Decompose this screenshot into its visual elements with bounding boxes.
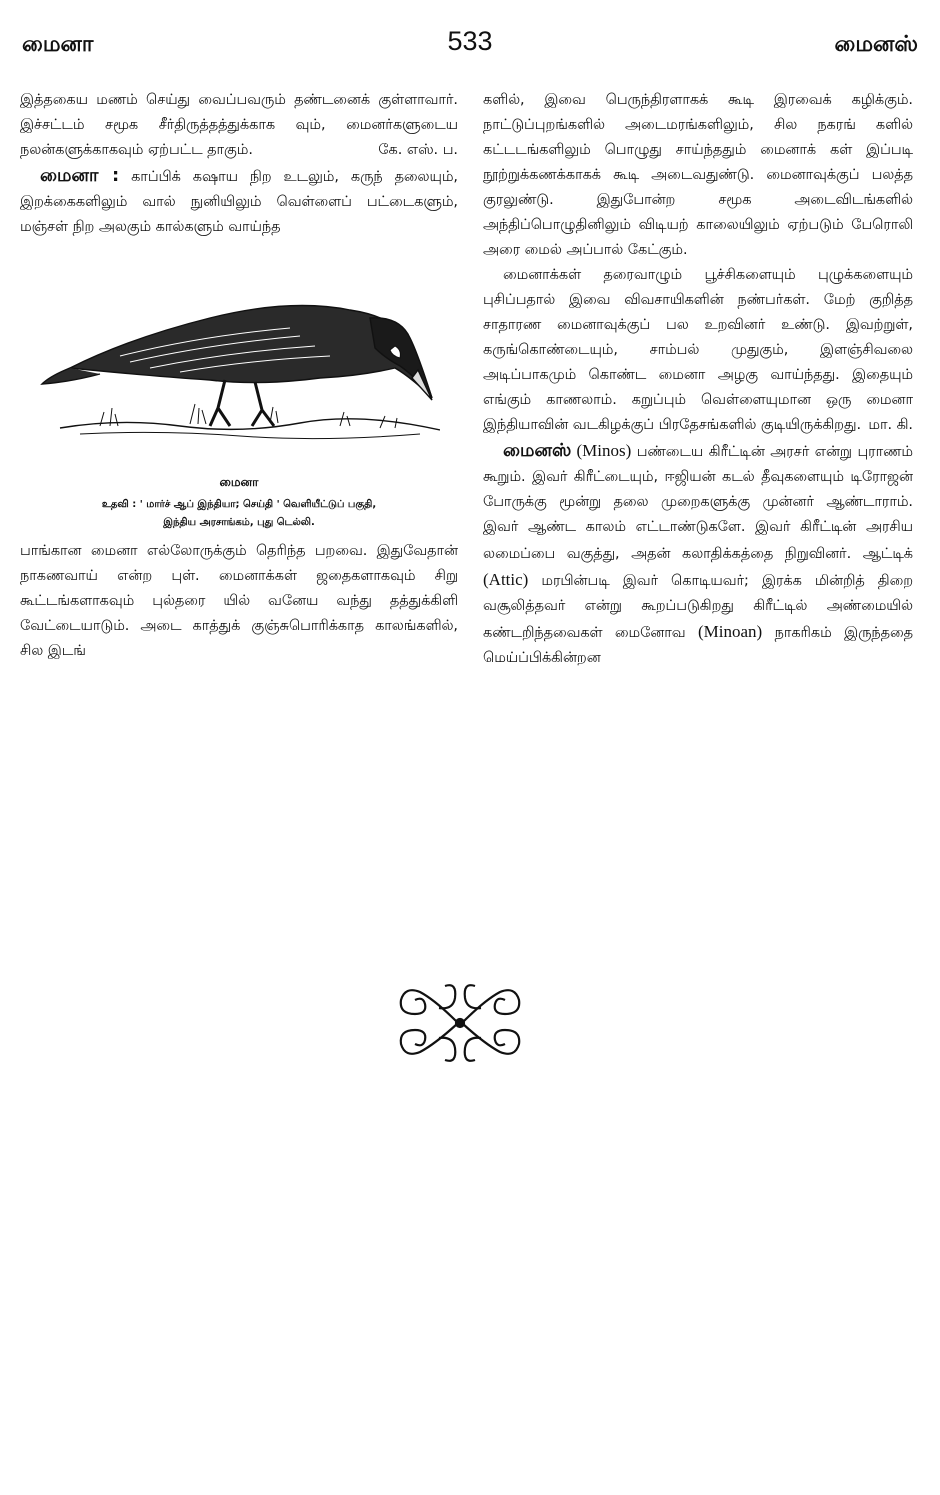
header-left-term: மைனா: [22, 32, 94, 57]
latin-minos: (Minos): [571, 441, 632, 460]
left-paragraph-1: [20, 88, 458, 163]
myna-entry-intro: [20, 163, 458, 240]
figure-credit-line-1: உதவி : ' மார்ச் ஆப் இந்தியா; செய்தி ' வெளியீட்டுப் பகுதி,: [101, 499, 377, 510]
figure-credit: [20, 496, 458, 532]
author-signature-mk: மா. கி.: [868, 417, 913, 433]
right-column: [483, 88, 913, 671]
page-number: 533: [447, 26, 493, 56]
decorative-ornament-icon: [395, 980, 525, 1065]
minos-entry: [483, 438, 913, 671]
right-paragraph-1: களில், இவை பெருந்திரளாகக் கூடி இரவைக் கழிக்கும். நாட்டுப்புறங்களில் அடைமரங்களிலும், சில நகரங் களில் கட்டடங்களிலும் பொழுது சாய்ந்ததும் மைனாக் கள் இப்படி நூற்றுக்கணக்காகக் கூடி அடைவதுண்டு. மைனாவுக்குப் பலத்த குரலுண்டு. இதுபோன்ற சமூக அடைவிடங்களில் அந்திப்பொழுதினிலும் விடியற் காலையிலும் ஏற்படும் பேரொலி அரை மைல் அப்பால் கேட்கும்.: [483, 92, 913, 258]
minos-text-b: மரபின்படி இவர் கொடியவர்; இரக்க மின்றித் திறை வசூலித்தவர் என்று கூறப்படுகிறது கிரீட்டில் அண்மையில் கண்டறிந்தவைகள் மைனோவ: [483, 573, 913, 641]
marriage-law-text: இத்தகைய மணம் செய்து வைப்பவரும் தண்டனைக் குள்ளாவார். இச்சட்டம் சமூக சீர்திருத்தத்துக்காக வும், மைனர்களுடைய நலன்களுக்காகவும் ஏற்பட்ட தாகும்.: [20, 92, 458, 158]
myna-relatives-text: மைனாக்கள் தரைவாழும் பூச்சிகளையும் புழுக்களையும் புசிப்பதால் இவை விவசாயிகளின் நண்பர்கள். மேற் குறித்த சாதாரண மைனாவுக்குப் பல உறவினர் உண்டு. இவற்றுள், கருங்கொண்டையும், சாம்பல் முதுகும், இளஞ்சிவலை அடிப்பாகமும் கொண்ட மைனா அழகு வாய்ந்தது. இதையும் எங்கும் காணலாம். கறுப்பும் வெள்ளையுமான ஒரு மைனா இந்தியாவின் வடகிழக்குப் பிரதேசங்களில் குடியிருக்கிறது.: [483, 267, 913, 433]
header-right-term: மைனஸ்: [834, 32, 918, 57]
figure-credit-line-2: இந்திய அரசாங்கம், புது டெல்லி.: [163, 517, 315, 528]
myna-description: காப்பிக் கஷாய நிற உடலும், கருந் தலையும், இறக்கைகளிலும் வால் நுனியிலும் வெள்ளைப் பட்டைகளும், மஞ்சள் நிற அலகும் கால்களும் வாய்ந்த: [20, 169, 458, 235]
myna-bird-illustration: [40, 258, 440, 463]
latin-attic: (Attic): [483, 570, 529, 589]
latin-minoan: (Minoan): [697, 622, 763, 641]
left-paragraph-3: பாங்கான மைனா எல்லோருக்கும் தெரிந்த பறவை. இதுவேதான் நாகணவாய் என்ற புள். மைனாக்கள் ஜதைகளாகவும் சிறு கூட்டங்களாகவும் புல்தரை யில் வனேய வந்து தத்துக்கிளி வேட்டையாடும். அடை காத்துக் குஞ்சுபொரிக்காத காலங்களில், சில இடங்: [20, 543, 458, 659]
entry-term-minos: மைனஸ்: [503, 440, 572, 461]
entry-term-myna: மைனா :: [40, 165, 120, 186]
minos-text-c: நாகரிகம் இருந்ததை மெய்ப்பிக்கின்றன: [483, 625, 913, 666]
right-paragraph-2: [483, 263, 913, 438]
author-signature-ks: கே. எஸ். ப.: [378, 142, 458, 158]
figure-caption: மைனா: [219, 475, 259, 489]
page-header: [22, 26, 918, 66]
minos-text-a: பண்டைய கிரீட்டின் அரசர் என்று புராணம் கூறும். இவர் கிரீட்டையும், ஈஜியன் கடல் தீவுகளையும் டிரோஜன் போருக்கு மூன்று தலை முறைகளுக்கு முன்னர் ஆண்டாராம். இவர் ஆண்ட காலம் எட்டாண்டுகளே. இவர் கிரீட்டின் அரசிய லமைப்பை வகுத்து, அதன் கலாதிக்கத்தை நிறுவினர். ஆட்டிக்: [483, 444, 913, 562]
myna-figure: [20, 258, 458, 533]
left-column: [20, 88, 458, 664]
